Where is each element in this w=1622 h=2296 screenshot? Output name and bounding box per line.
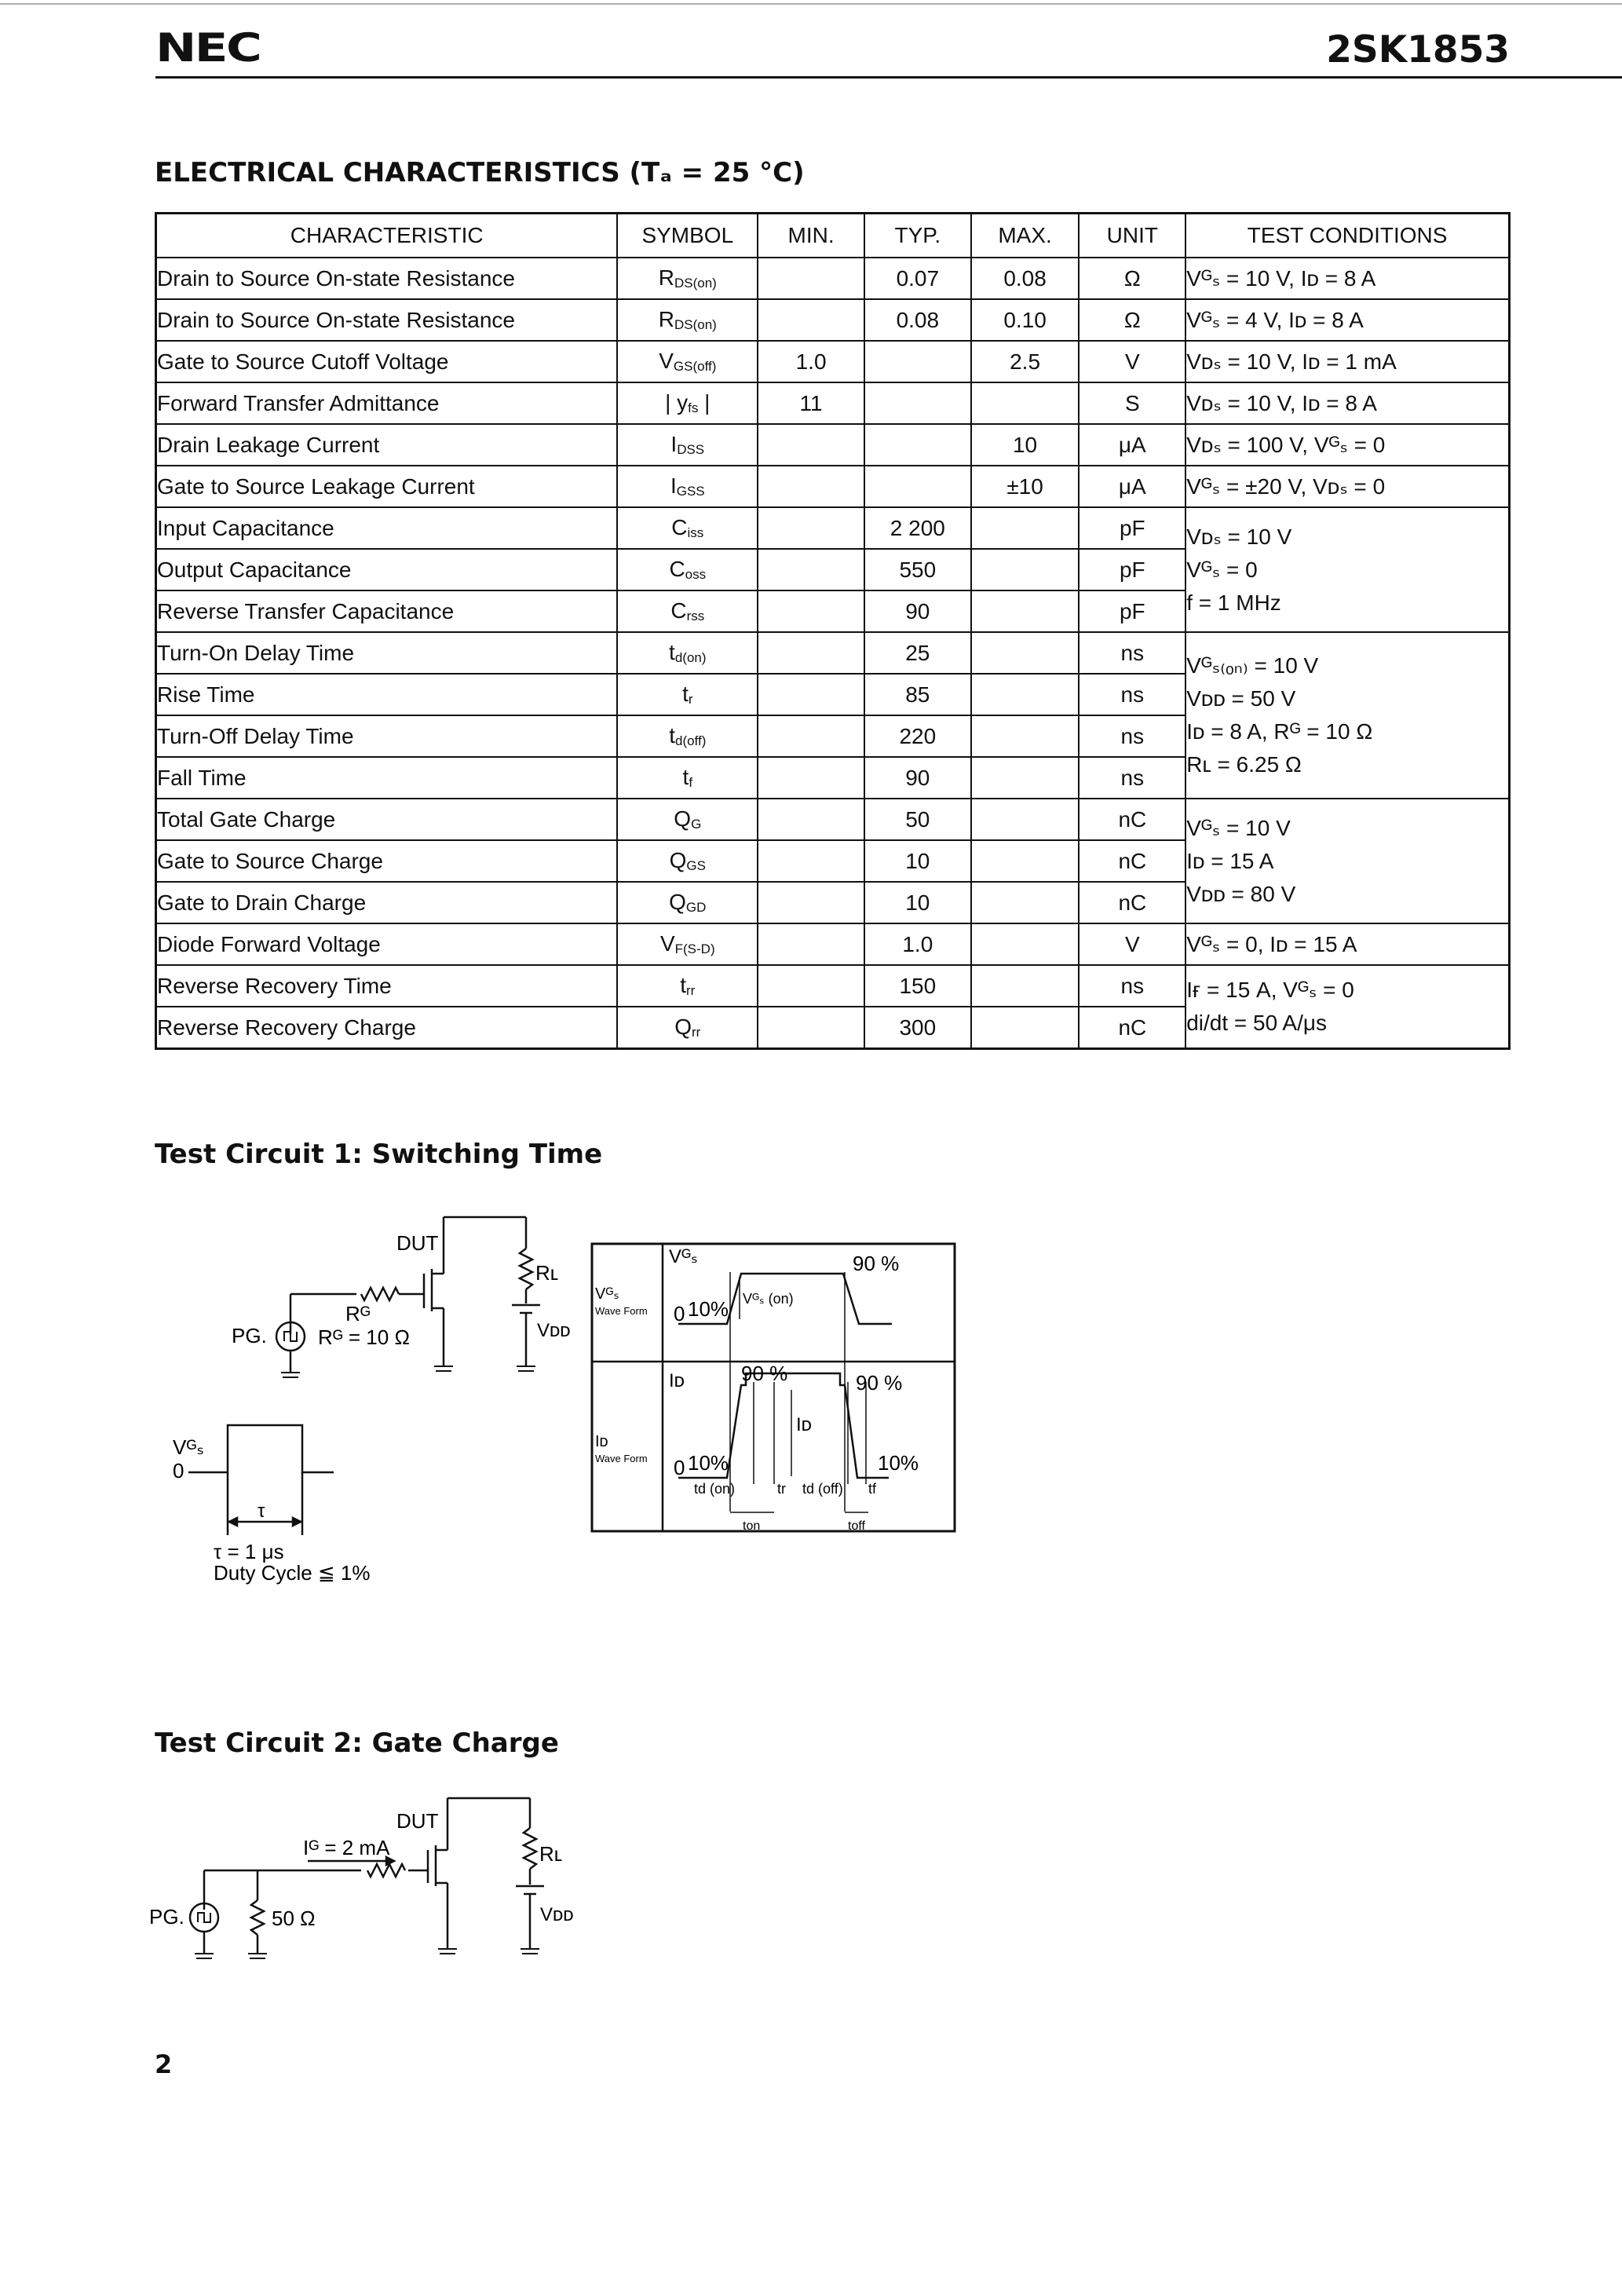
- symbol-text: t: [682, 682, 689, 706]
- min-cell: 11: [758, 382, 864, 424]
- symbol-text: V: [659, 349, 674, 373]
- min-cell: [758, 757, 864, 799]
- ig-label: Iᴳ = 2 mA: [303, 1836, 390, 1859]
- characteristic-cell: Diode Forward Voltage: [156, 923, 618, 965]
- test-conditions-cell: [1185, 632, 1509, 799]
- symbol-subscript: GS(off): [673, 359, 717, 374]
- symbol-subscript: rss: [686, 609, 705, 623]
- symbol-cell: [617, 923, 758, 965]
- vgs-pulse-label: Vᴳₛ: [173, 1435, 204, 1459]
- condition-line: Vᴅₛ = 10 V: [1186, 524, 1292, 549]
- symbol-cell: [617, 882, 758, 923]
- unit-cell: pF: [1079, 549, 1185, 590]
- table-row: [156, 466, 1510, 507]
- min-cell: 1.0: [758, 341, 864, 382]
- condition-line: Iᴅ = 8 A, Rᴳ = 10 Ω: [1186, 719, 1373, 744]
- symbol-subscript: oss: [685, 567, 707, 582]
- percent-10-label: 10%: [688, 1297, 729, 1321]
- unit-cell: nC: [1079, 840, 1185, 882]
- symbol-cell: [617, 757, 758, 799]
- min-cell: [758, 424, 864, 466]
- symbol-subscript: DSS: [677, 442, 705, 457]
- id-arrow-label: Iᴅ: [796, 1414, 812, 1435]
- symbol-text: Q: [669, 890, 686, 914]
- symbol-cell: [617, 466, 758, 507]
- symbol-subscript: iss: [687, 525, 704, 540]
- table-row: [156, 382, 1510, 424]
- unit-cell: Ω: [1079, 299, 1185, 341]
- characteristic-cell: Turn-Off Delay Time: [156, 715, 618, 757]
- symbol-text: R: [658, 307, 674, 331]
- max-cell: [971, 965, 1080, 1007]
- dut-label: DUT: [396, 1809, 439, 1833]
- td-off-label: td (off): [802, 1481, 843, 1497]
- zero-label: 0: [173, 1459, 184, 1483]
- vdd-label: Vᴅᴅ: [540, 1904, 574, 1925]
- symbol-text: t: [682, 765, 689, 789]
- symbol-subscript: f: [689, 775, 693, 790]
- circuit1-title: Test Circuit 1: Switching Time: [155, 1139, 603, 1170]
- typ-cell: 2 200: [864, 507, 971, 549]
- tr-label: tr: [777, 1481, 786, 1497]
- symbol-text: I: [670, 432, 678, 456]
- symbol-cell: [617, 382, 758, 424]
- unit-cell: pF: [1079, 590, 1185, 632]
- symbol-subscript: G: [691, 817, 702, 832]
- max-cell: 0.08: [971, 258, 1080, 299]
- characteristic-cell: Gate to Source Cutoff Voltage: [156, 341, 618, 382]
- duty-cycle: Duty Cycle ≦ 1%: [214, 1561, 371, 1585]
- symbol-text: Q: [669, 848, 687, 872]
- typ-cell: 150: [864, 965, 971, 1007]
- min-cell: [758, 590, 864, 632]
- test-conditions-cell: [1185, 799, 1509, 923]
- symbol-subscript: F(S-D): [674, 941, 715, 956]
- rg-value-label: Rᴳ = 10 Ω: [318, 1325, 410, 1349]
- col-header: SYMBOL: [617, 214, 758, 258]
- gate-charge-circuit-diagram: [141, 1782, 612, 1994]
- characteristic-cell: Turn-On Delay Time: [156, 632, 618, 674]
- test-conditions-cell: Vᴅₛ = 100 V, Vᴳₛ = 0: [1185, 424, 1509, 466]
- unit-cell: nC: [1079, 1007, 1185, 1049]
- symbol-cell: [617, 965, 758, 1007]
- typ-cell: 10: [864, 840, 971, 882]
- typ-cell: 90: [864, 757, 971, 799]
- characteristic-cell: Drain to Source On-state Resistance: [156, 258, 618, 299]
- max-cell: [971, 757, 1080, 799]
- symbol-cell: [617, 299, 758, 341]
- symbol-subscript: rr: [686, 983, 696, 998]
- td-on-label: td (on): [694, 1481, 736, 1497]
- unit-cell: nC: [1079, 882, 1185, 923]
- symbol-subscript: DS(on): [674, 317, 717, 332]
- characteristic-cell: Gate to Source Charge: [156, 840, 618, 882]
- max-cell: [971, 799, 1080, 840]
- max-cell: [971, 382, 1080, 424]
- test-conditions-cell: [1185, 507, 1509, 632]
- typ-cell: 1.0: [864, 923, 971, 965]
- min-cell: [758, 715, 864, 757]
- characteristic-cell: Reverse Recovery Time: [156, 965, 618, 1007]
- rl-label: Rʟ: [535, 1261, 559, 1285]
- table-row: [156, 965, 1510, 1007]
- condition-line: Vᴅᴅ = 50 V: [1186, 686, 1296, 711]
- unit-cell: ns: [1079, 715, 1185, 757]
- vgs-on-label: Vᴳₛ (on): [743, 1291, 794, 1307]
- dut-label: DUT: [396, 1231, 439, 1255]
- col-header: UNIT: [1079, 214, 1185, 258]
- typ-cell: [864, 424, 971, 466]
- max-cell: [971, 507, 1080, 549]
- characteristic-cell: Output Capacitance: [156, 549, 618, 590]
- test-conditions-cell: Vᴳₛ = 10 V, Iᴅ = 8 A: [1185, 258, 1509, 299]
- symbol-subscript: GD: [685, 900, 707, 915]
- symbol-subscript: d(on): [674, 650, 707, 665]
- characteristic-cell: Total Gate Charge: [156, 799, 618, 840]
- table-row: [156, 424, 1510, 466]
- electrical-characteristics-table: [155, 212, 1511, 1050]
- unit-cell: V: [1079, 923, 1185, 965]
- characteristic-cell: Drain to Source On-state Resistance: [156, 299, 618, 341]
- min-cell: [758, 507, 864, 549]
- symbol-cell: [617, 632, 758, 674]
- test-conditions-cell: Vᴳₛ = 4 V, Iᴅ = 8 A: [1185, 299, 1509, 341]
- characteristic-cell: Drain Leakage Current: [156, 424, 618, 466]
- part-number: 2SK1853: [1326, 28, 1510, 71]
- symbol-subscript: fs: [688, 400, 699, 415]
- test-conditions-cell: Vᴳₛ = 0, Iᴅ = 15 A: [1185, 923, 1509, 965]
- characteristic-cell: Rise Time: [156, 674, 618, 715]
- typ-cell: [864, 466, 971, 507]
- percent-90-label: 90 %: [741, 1362, 788, 1385]
- min-cell: [758, 549, 864, 590]
- condition-line: Vᴳₛ₍ₒₙ₎ = 10 V: [1186, 653, 1319, 678]
- characteristic-cell: Forward Transfer Admittance: [156, 382, 618, 424]
- table-row: [156, 258, 1510, 299]
- unit-cell: ns: [1079, 965, 1185, 1007]
- symbol-text: C: [670, 598, 687, 623]
- table-row: [156, 299, 1510, 341]
- unit-cell: ns: [1079, 674, 1185, 715]
- typ-cell: 550: [864, 549, 971, 590]
- wave-form-label: Wave Form: [595, 1305, 648, 1317]
- zero-label: 0: [674, 1302, 685, 1325]
- symbol-cell: [617, 424, 758, 466]
- unit-cell: ns: [1079, 632, 1185, 674]
- characteristic-cell: Input Capacitance: [156, 507, 618, 549]
- max-cell: 0.10: [971, 299, 1080, 341]
- circuit2-title: Test Circuit 2: Gate Charge: [155, 1727, 559, 1759]
- test-conditions-cell: Vᴳₛ = ±20 V, Vᴅₛ = 0: [1185, 466, 1509, 507]
- typ-cell: [864, 341, 971, 382]
- wave-form-label: Wave Form: [595, 1453, 648, 1464]
- symbol-text: t: [669, 723, 675, 748]
- unit-cell: μA: [1079, 466, 1185, 507]
- typ-cell: 0.07: [864, 258, 971, 299]
- tau-value: τ = 1 μs: [214, 1540, 284, 1563]
- typ-cell: 85: [864, 674, 971, 715]
- switching-circuit-diagram: [157, 1201, 597, 1594]
- pg-label: PG.: [149, 1905, 184, 1929]
- max-cell: 2.5: [971, 341, 1080, 382]
- symbol-text: t: [680, 973, 687, 997]
- col-header: TEST CONDITIONS: [1185, 214, 1509, 258]
- header-rule: [155, 76, 1622, 79]
- max-cell: [971, 1007, 1080, 1049]
- ton-label: ton: [743, 1519, 761, 1533]
- unit-cell: Ω: [1079, 258, 1185, 299]
- unit-cell: pF: [1079, 507, 1185, 549]
- percent-90-label: 90 %: [856, 1371, 903, 1395]
- vdd-label: Vᴅᴅ: [537, 1320, 571, 1341]
- rl-label: Rʟ: [539, 1842, 563, 1866]
- min-cell: [758, 299, 864, 341]
- percent-10-label: 10%: [878, 1451, 919, 1475]
- unit-cell: ns: [1079, 757, 1185, 799]
- symbol-cell: [617, 715, 758, 757]
- percent-10-label: 10%: [688, 1451, 729, 1475]
- max-cell: [971, 549, 1080, 590]
- table-header-row: [156, 214, 1510, 258]
- col-header: MIN.: [758, 214, 864, 258]
- max-cell: [971, 882, 1080, 923]
- symbol-cell: [617, 507, 758, 549]
- symbol-subscript: r: [688, 692, 693, 707]
- symbol-cell: [617, 590, 758, 632]
- nec-logo: NEC: [155, 25, 261, 71]
- r50-label: 50 Ω: [272, 1907, 316, 1930]
- symbol-cell: [617, 799, 758, 840]
- symbol-text: C: [671, 515, 688, 539]
- zero-label: 0: [674, 1456, 685, 1479]
- symbol-cell: [617, 341, 758, 382]
- min-cell: [758, 466, 864, 507]
- typ-cell: 50: [864, 799, 971, 840]
- condition-line: Rʟ = 6.25 Ω: [1186, 752, 1302, 777]
- min-cell: [758, 882, 864, 923]
- condition-line: Vᴅᴅ = 80 V: [1186, 881, 1296, 906]
- id-wave-label: Iᴅ: [595, 1433, 608, 1450]
- condition-line: di/dt = 50 A/μs: [1186, 1011, 1328, 1035]
- table-row: [156, 923, 1510, 965]
- test-conditions-cell: Vᴅₛ = 10 V, Iᴅ = 8 A: [1185, 382, 1509, 424]
- typ-cell: 300: [864, 1007, 971, 1049]
- min-cell: [758, 674, 864, 715]
- max-cell: ±10: [971, 466, 1080, 507]
- characteristic-cell: Reverse Recovery Charge: [156, 1007, 618, 1049]
- max-cell: 10: [971, 424, 1080, 466]
- symbol-text: |: [698, 390, 711, 415]
- symbol-cell: [617, 549, 758, 590]
- vgs-wave-label: Vᴳₛ: [595, 1285, 619, 1303]
- symbol-cell: [617, 258, 758, 299]
- symbol-subscript: GS: [686, 858, 706, 873]
- test-conditions-cell: [1185, 965, 1509, 1049]
- condition-line: Iᴅ = 15 A: [1186, 848, 1274, 873]
- rg-label: Rᴳ: [345, 1302, 371, 1325]
- min-cell: [758, 799, 864, 840]
- col-header: TYP.: [864, 214, 971, 258]
- unit-cell: V: [1079, 341, 1185, 382]
- max-cell: [971, 923, 1080, 965]
- test-conditions-cell: Vᴅₛ = 10 V, Iᴅ = 1 mA: [1185, 341, 1509, 382]
- table-row: [156, 507, 1510, 549]
- min-cell: [758, 965, 864, 1007]
- typ-cell: 220: [864, 715, 971, 757]
- pg-label: PG.: [232, 1324, 267, 1347]
- tau-label: τ: [258, 1501, 265, 1522]
- condition-line: Iғ = 15 A, Vᴳₛ = 0: [1186, 978, 1354, 1002]
- symbol-subscript: rr: [692, 1025, 701, 1040]
- min-cell: [758, 923, 864, 965]
- symbol-cell: [617, 674, 758, 715]
- symbol-text: R: [658, 265, 674, 290]
- characteristic-cell: Reverse Transfer Capacitance: [156, 590, 618, 632]
- toff-label: toff: [848, 1519, 865, 1533]
- min-cell: [758, 1007, 864, 1049]
- min-cell: [758, 258, 864, 299]
- condition-line: Vᴳₛ = 0: [1186, 557, 1258, 582]
- symbol-text: | y: [665, 390, 689, 415]
- condition-line: f = 1 MHz: [1186, 590, 1281, 615]
- symbol-text: t: [669, 640, 675, 664]
- symbol-subscript: d(off): [674, 733, 707, 748]
- typ-cell: 90: [864, 590, 971, 632]
- min-cell: [758, 840, 864, 882]
- typ-cell: 0.08: [864, 299, 971, 341]
- unit-cell: μA: [1079, 424, 1185, 466]
- table-row: [156, 341, 1510, 382]
- symbol-cell: [617, 840, 758, 882]
- max-cell: [971, 590, 1080, 632]
- col-header: MAX.: [971, 214, 1080, 258]
- condition-line: Vᴳₛ = 10 V: [1186, 815, 1291, 840]
- unit-cell: S: [1079, 382, 1185, 424]
- symbol-subscript: GSS: [676, 484, 705, 499]
- col-header: CHARACTERISTIC: [156, 214, 618, 258]
- typ-cell: 25: [864, 632, 971, 674]
- symbol-text: I: [670, 473, 677, 498]
- symbol-text: Q: [674, 806, 692, 831]
- section-title: ELECTRICAL CHARACTERISTICS (Tₐ = 25 °C): [155, 157, 805, 188]
- waveform-diagram: [589, 1241, 966, 1539]
- table-row: [156, 799, 1510, 840]
- page-number: 2: [155, 2049, 173, 2079]
- characteristic-cell: Fall Time: [156, 757, 618, 799]
- symbol-cell: [617, 1007, 758, 1049]
- vgs-axis-label: Vᴳₛ: [669, 1246, 698, 1267]
- characteristic-cell: Gate to Drain Charge: [156, 882, 618, 923]
- id-axis-label: Iᴅ: [669, 1370, 685, 1391]
- symbol-text: Q: [674, 1015, 692, 1039]
- percent-90-label: 90 %: [853, 1252, 900, 1275]
- table-row: [156, 632, 1510, 674]
- typ-cell: [864, 382, 971, 424]
- symbol-subscript: DS(on): [674, 276, 717, 291]
- top-rule: [0, 3, 1622, 5]
- max-cell: [971, 715, 1080, 757]
- min-cell: [758, 632, 864, 674]
- tf-label: tf: [868, 1481, 877, 1497]
- symbol-text: V: [659, 931, 675, 956]
- max-cell: [971, 674, 1080, 715]
- max-cell: [971, 840, 1080, 882]
- unit-cell: nC: [1079, 799, 1185, 840]
- characteristic-cell: Gate to Source Leakage Current: [156, 466, 618, 507]
- typ-cell: 10: [864, 882, 971, 923]
- max-cell: [971, 632, 1080, 674]
- symbol-text: C: [669, 557, 685, 581]
